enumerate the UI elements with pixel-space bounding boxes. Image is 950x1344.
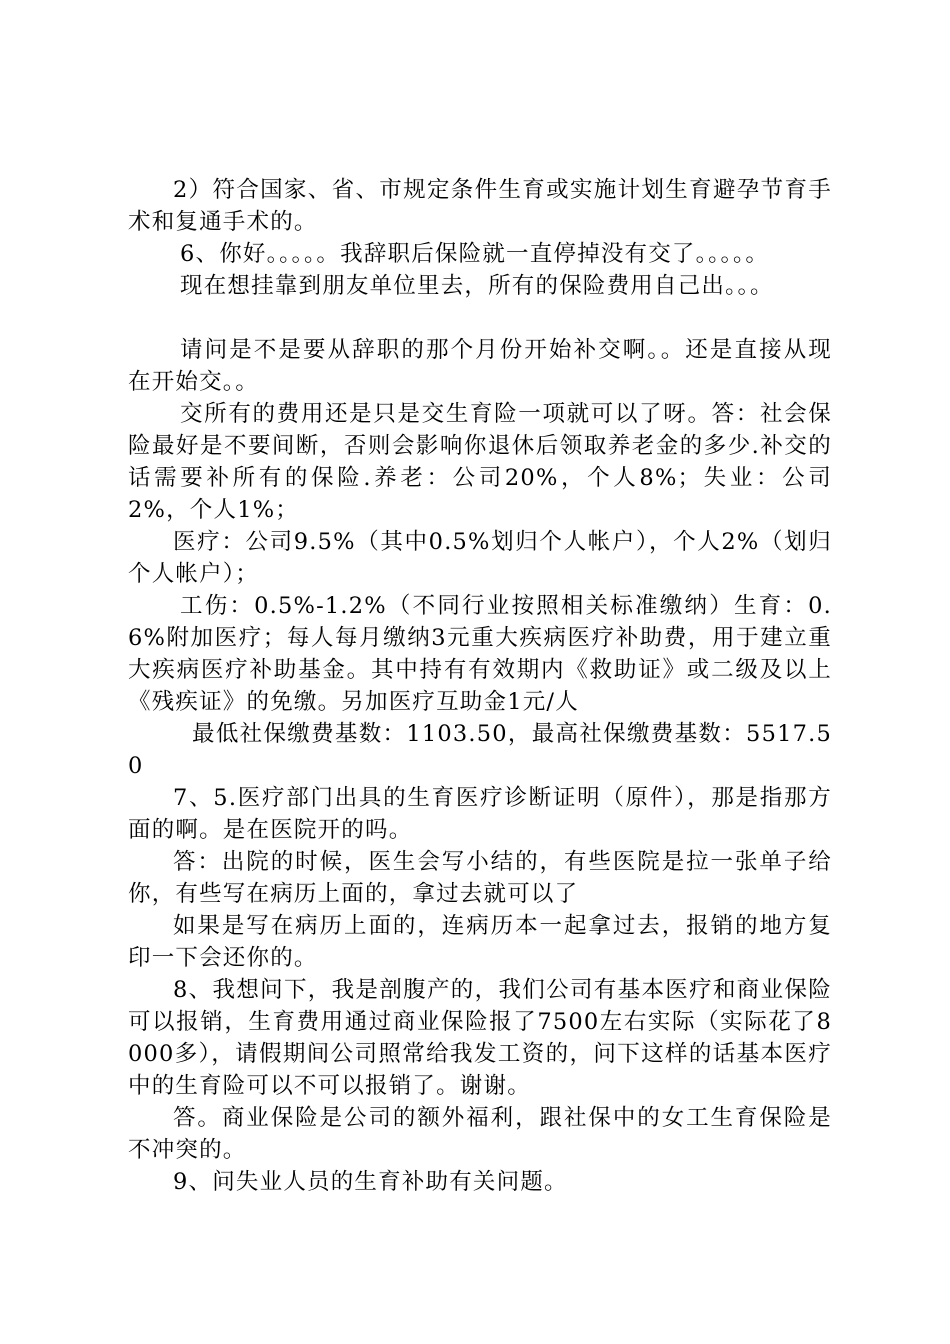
paragraph-contribution-base: 最低社保缴费基数：1103.50，最高社保缴费基数：5517.50 [128, 721, 832, 779]
paragraph-question-6-detail: 现在想挂靠到朋友单位里去，所有的保险费用自己出。。。 [180, 273, 774, 299]
document-body [128, 174, 832, 1198]
paragraph-answer-8: 答。商业保险是公司的额外福利，跟社保中的女工生育保险是不冲突的。 [128, 1105, 832, 1163]
paragraph-question-6: 6、你好。。。。。我辞职后保险就一直停掉没有交了。。。。。 [180, 241, 770, 267]
paragraph-medical-rates: 医疗：公司9.5%（其中0.5%划归个人帐户），个人2%（划归个人帐户）； [128, 529, 832, 587]
paragraph-answer-7: 答：出院的时候，医生会写小结的，有些医院是拉一张单子给你，有些写在病历上面的，拿过去就可以了 [128, 849, 832, 907]
paragraph-question-8: 8、我想问下，我是剖腹产的，我们公司有基本医疗和商业保险可以报销，生育费用通过商业保险报了7500左右实际（实际花了8000多），请假期间公司照常给我发工资的，问下这样的话基本医疗中的生育险可以不可以报销了。谢谢。 [128, 977, 832, 1099]
paragraph-question-7: 7、5.医疗部门出具的生育医疗诊断证明（原件），那是指那方面的啊。是在医院开的吗。 [128, 785, 832, 843]
paragraph-answer-7-detail: 如果是写在病历上面的，连病历本一起拿过去，报销的地方复印一下会还你的。 [128, 913, 832, 971]
paragraph-question-9: 9、问失业人员的生育补助有关问题。 [173, 1169, 568, 1195]
paragraph-question-6-ask: 请问是不是要从辞职的那个月份开始补交啊。。还是直接从现在开始交。。 [128, 337, 832, 395]
paragraph-gap [128, 302, 832, 334]
paragraph-answer-6: 交所有的费用还是只是交生育险一项就可以了呀。答：社会保险最好是不要间断，否则会影响你退休后领取养老金的多少.补交的话需要补所有的保险.养老：公司20%，个人8%；失业：公司2%，个人1%； [128, 401, 832, 523]
paragraph-condition-2: 2）符合国家、省、市规定条件生育或实施计划生育避孕节育手术和复通手术的。 [128, 177, 832, 235]
paragraph-injury-rates: 工伤：0.5%-1.2%（不同行业按照相关标准缴纳）生育：0.6%附加医疗；每人每月缴纳3元重大疾病医疗补助费，用于建立重大疾病医疗补助基金。其中持有有效期内《救助证》或二级及以上《残疾证》的免缴。另加医疗互助金1元/人 [128, 593, 832, 715]
